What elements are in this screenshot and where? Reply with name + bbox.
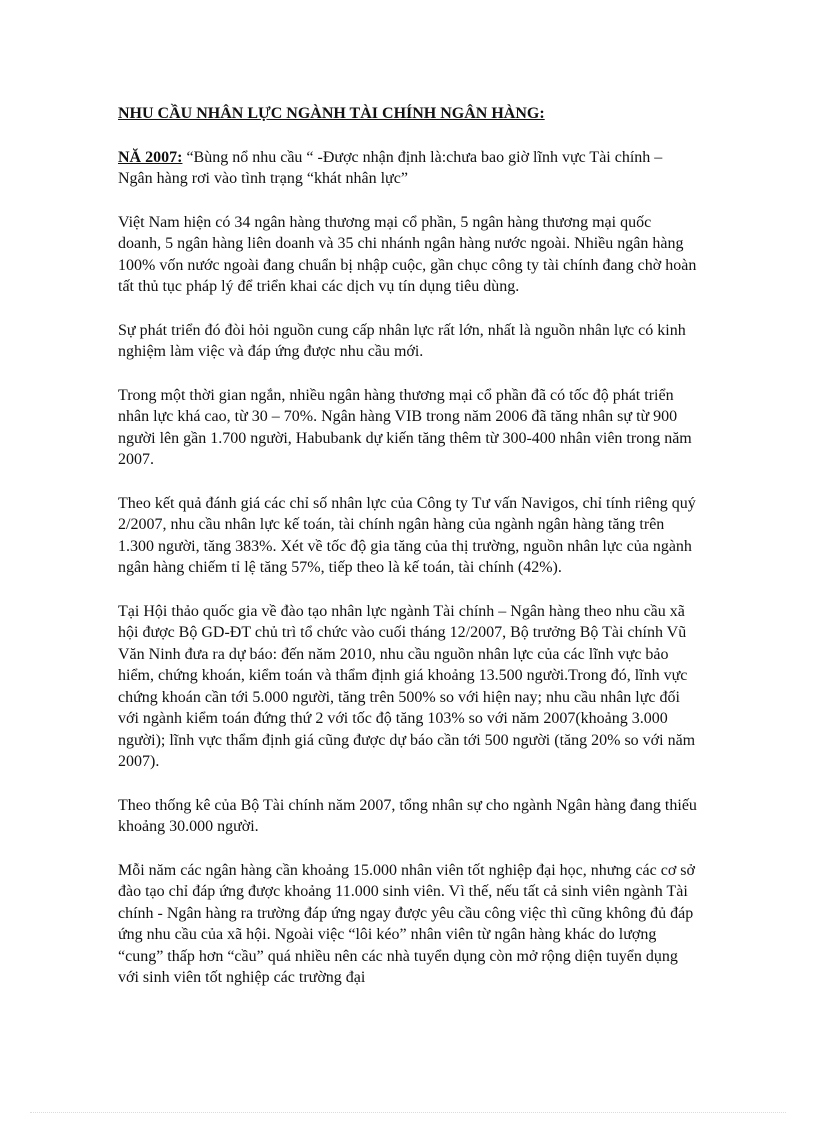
intro-paragraph bbox=[118, 147, 698, 190]
paragraph-navigos-index: Theo kết quả đánh giá các chỉ số nhân lực của Công ty Tư vấn Navigos, chỉ tính riêng quý 2/2007, nhu cầu nhân lực kế toán, tài chính ngân hàng của ngành ngân hàng tăng trên 1.300 người, tăng 383%. Xét về tốc độ gia tăng của thị trường, nguồn nhân lực của ngành ngân hàng chiếm tỉ lệ tăng 57%, tiếp theo là kế toán, tài chính (42%). bbox=[118, 494, 696, 576]
document-page bbox=[118, 103, 698, 1011]
paragraph-supply-demand: Sự phát triển đó đòi hỏi nguồn cung cấp nhân lực rất lớn, nhất là nguồn nhân lực có kinh nghiệm làm việc và đáp ứng được nhu cầu mới. bbox=[118, 321, 686, 360]
paragraph-national-workshop: Tại Hội thảo quốc gia về đào tạo nhân lực ngành Tài chính – Ngân hàng theo nhu cầu xã hội được Bộ GD-ĐT chủ trì tổ chức vào cuối tháng 12/2007, Bộ trưởng Bộ Tài chính Vũ Văn Ninh đưa ra dự báo: đến năm 2010, nhu cầu nguồn nhân lực của các lĩnh vực bảo hiểm, chứng khoán, kiểm toán và thẩm định giá khoảng 13.500 người.Trong đó, lĩnh vực chứng khoán cần tới 5.000 người, tăng trên 500% so với hiện nay; nhu cầu nhân lực đối với ngành kiểm toán đứng thứ 2 với tốc độ tăng 103% so với năm 2007(khoảng 3.000 người); lĩnh vực thẩm định giá cũng được dự báo cần tới 500 người (tăng 20% so với năm 2007). bbox=[118, 602, 696, 770]
paragraph-ministry-statistics: Theo thống kê của Bộ Tài chính năm 2007, tổng nhân sự cho ngành Ngân hàng đang thiếu khoảng 30.000 người. bbox=[118, 796, 697, 835]
intro-text: “Bùng nổ nhu cầu “ -Được nhận định là:chưa bao giờ lĩnh vực Tài chính – Ngân hàng rơi vào tình trạng “khát nhân lực” bbox=[118, 148, 663, 187]
page-bottom-divider bbox=[30, 1112, 786, 1113]
paragraph-graduate-demand: Mỗi năm các ngân hàng cần khoảng 15.000 nhân viên tốt nghiệp đại học, nhưng các cơ sở đào tạo chỉ đáp ứng được khoảng 11.000 sinh viên. Vì thế, nếu tất cả sinh viên ngành Tài chính - Ngân hàng ra trường đáp ứng ngay được yêu cầu công việc thì cũng không đủ đáp ứng nhu cầu của xã hội. Ngoài việc “lôi kéo” nhân viên từ ngân hàng khác do lượng “cung” thấp hơn “cầu” quá nhiều nên các nhà tuyển dụng còn mở rộng diện tuyển dụng với sinh viên tốt nghiệp các trường đại bbox=[118, 861, 695, 986]
paragraph-growth-rate: Trong một thời gian ngắn, nhiều ngân hàng thương mại cổ phần đã có tốc độ phát triển nhân lực khá cao, từ 30 – 70%. Ngân hàng VIB trong năm 2006 đã tăng nhân sự từ 900 người lên gần 1.700 người, Habubank dự kiến tăng thêm từ 300-400 nhân viên trong năm 2007. bbox=[118, 386, 692, 468]
intro-lead: NĂ 2007: bbox=[118, 148, 183, 166]
page-heading: NHU CẦU NHÂN LỰC NGÀNH TÀI CHÍNH NGÂN HÀNG: bbox=[118, 105, 545, 122]
paragraph-banks-overview: Việt Nam hiện có 34 ngân hàng thương mại cổ phần, 5 ngân hàng thương mại quốc doanh, 5 ngân hàng liên doanh và 35 chi nhánh ngân hàng nước ngoài. Nhiều ngân hàng 100% vốn nước ngoài đang chuẩn bị nhập cuộc, gần chục công ty tài chính đang chờ hoàn tất thủ tục pháp lý để triển khai các dịch vụ tín dụng tiêu dùng. bbox=[118, 213, 697, 295]
